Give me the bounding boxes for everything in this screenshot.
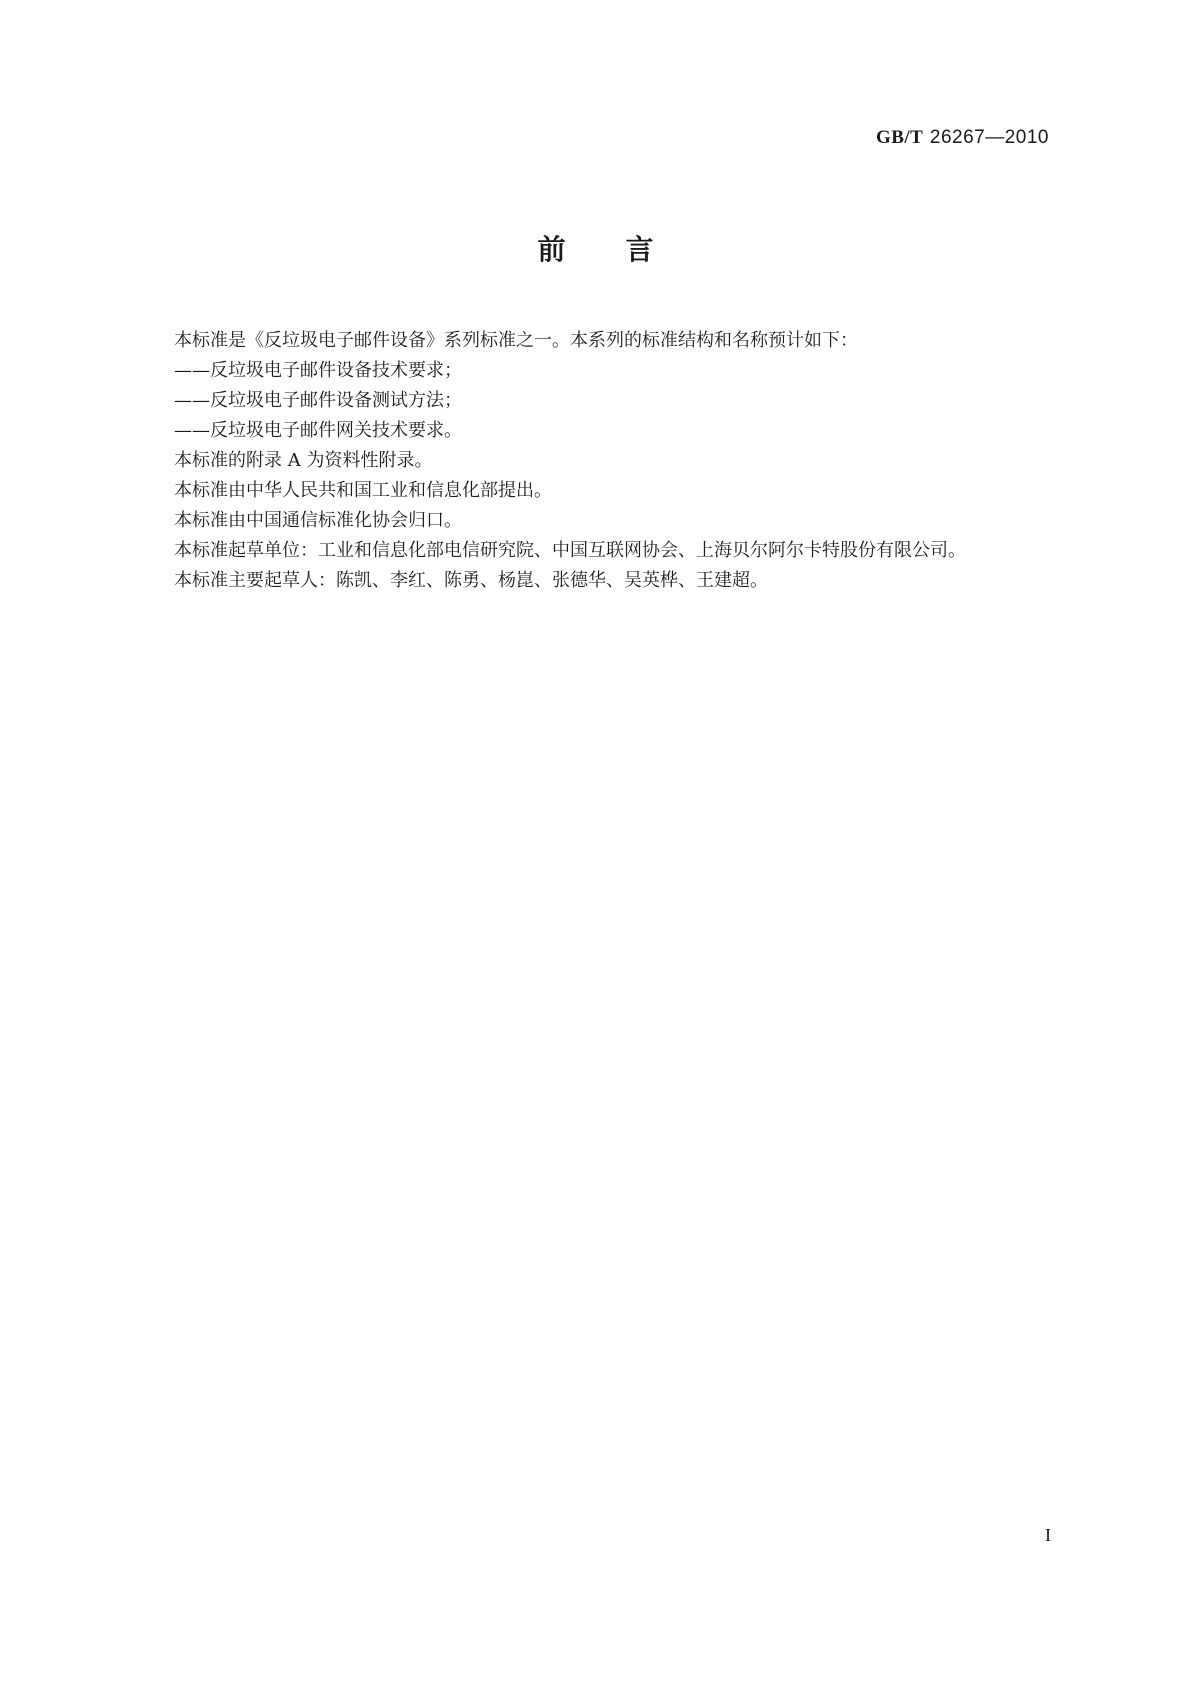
paragraph-proposer: 本标准由中华人民共和国工业和信息化部提出。 <box>174 480 552 501</box>
paragraph-drafting-units: 本标准起草单位：工业和信息化部电信研究院、中国互联网协会、上海贝尔阿尔卡特股份有限公司。 <box>174 540 966 561</box>
standard-number: 26267—2010 <box>929 127 1049 148</box>
foreword-body <box>174 326 1054 596</box>
paragraph-appendix: 本标准的附录 A 为资料性附录。 <box>174 450 433 471</box>
list-item: ——反垃圾电子邮件设备测试方法； <box>174 390 462 411</box>
paragraph-intro: 本标准是《反垃圾电子邮件设备》系列标准之一。本系列的标准结构和名称预计如下： <box>174 330 858 351</box>
page-number: I <box>1045 1525 1051 1545</box>
paragraph-administrator: 本标准由中国通信标准化协会归口。 <box>174 510 462 531</box>
paragraph-drafters: 本标准主要起草人：陈凯、李红、陈勇、杨崑、张德华、吴英桦、王建超。 <box>174 570 768 591</box>
standard-code <box>876 126 1049 149</box>
standard-prefix: GB/T <box>875 127 924 148</box>
page-title: 前言 <box>537 233 714 266</box>
list-item: ——反垃圾电子邮件设备技术要求； <box>174 360 462 381</box>
list-item: ——反垃圾电子邮件网关技术要求。 <box>174 420 462 441</box>
